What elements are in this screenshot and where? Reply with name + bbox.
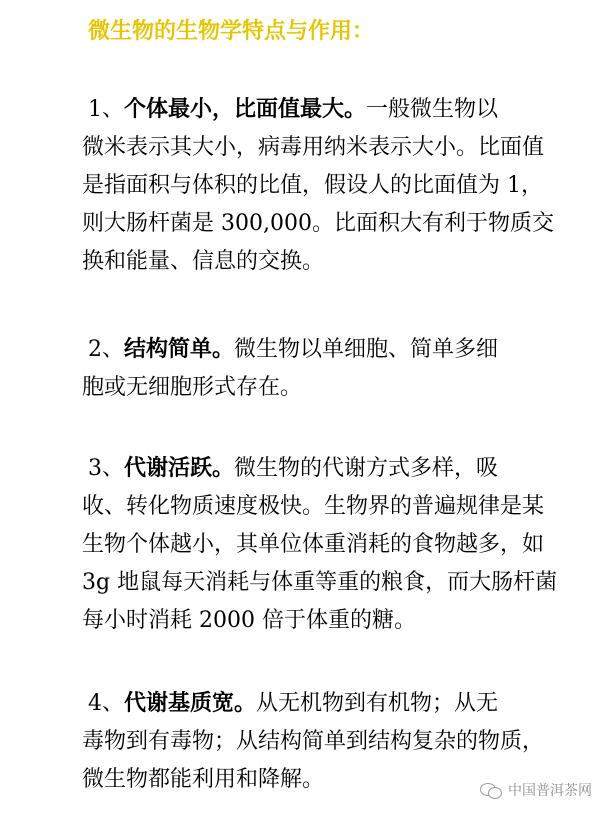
watermark-text: 中国普洱茶网 — [508, 783, 592, 799]
paragraph-1-first-line — [82, 90, 582, 129]
paragraph-1 — [82, 90, 582, 281]
paragraph-4-number: 4、 — [88, 691, 124, 716]
paragraph-4-first-line — [82, 684, 582, 723]
paragraph-1-number: 1、 — [88, 97, 124, 122]
paragraph-2 — [82, 330, 582, 407]
section-title: 微生物的生物学特点与作用： — [88, 18, 375, 44]
paragraph-2-number: 2、 — [88, 337, 124, 362]
paragraph-3-line-3: 生物个体越小，其单位体重消耗的食物越多，如 — [82, 532, 545, 557]
paragraph-3-line-4: 3g 地鼠每天消耗与体重等重的粮食，而大肠杆菌 — [82, 570, 558, 595]
paragraph-2-line-1: 微生物以单细胞、简单多细 — [234, 337, 499, 362]
paragraph-3-line-1: 微生物的代谢方式多样，吸 — [234, 456, 499, 481]
paragraph-3-number: 3、 — [88, 456, 124, 481]
paragraph-2-heading: 结构简单。 — [124, 336, 235, 362]
wechat-icon — [480, 781, 502, 799]
paragraph-3-line-5: 每小时消耗 2000 倍于体重的糖。 — [82, 608, 416, 633]
paragraph-3 — [82, 449, 582, 640]
paragraph-3-first-line — [82, 449, 582, 488]
paragraph-2-first-line — [82, 330, 582, 369]
paragraph-4-heading: 代谢基质宽。 — [124, 690, 257, 716]
paragraph-3-line-2: 收、转化物质速度极快。生物界的普遍规律是某 — [82, 494, 545, 519]
paragraph-4-line-2: 毒物到有毒物；从结构简单到结构复杂的物质， — [82, 729, 545, 754]
paragraph-1-line-3: 是指面积与体积的比值，假设人的比面值为 1， — [82, 173, 543, 198]
paragraph-1-heading: 个体最小，比面值最大。 — [124, 96, 367, 122]
paragraph-1-line-2: 微米表示其大小，病毒用纳米表示大小。比面值 — [82, 135, 545, 160]
paragraph-1-line-4: 则大肠杆菌是 300,000。比面积大有利于物质交 — [82, 211, 554, 236]
paragraph-1-line-5: 换和能量、信息的交换。 — [82, 249, 325, 274]
paragraph-2-line-2: 胞或无细胞形式存在。 — [82, 375, 303, 400]
paragraph-1-line-1: 一般微生物以 — [366, 97, 499, 122]
watermark — [480, 780, 592, 800]
paragraph-3-heading: 代谢活跃。 — [124, 455, 235, 481]
paragraph-4-line-1: 从无机物到有机物；从无 — [256, 691, 499, 716]
paragraph-4-line-3: 微生物都能利用和降解。 — [82, 767, 325, 792]
